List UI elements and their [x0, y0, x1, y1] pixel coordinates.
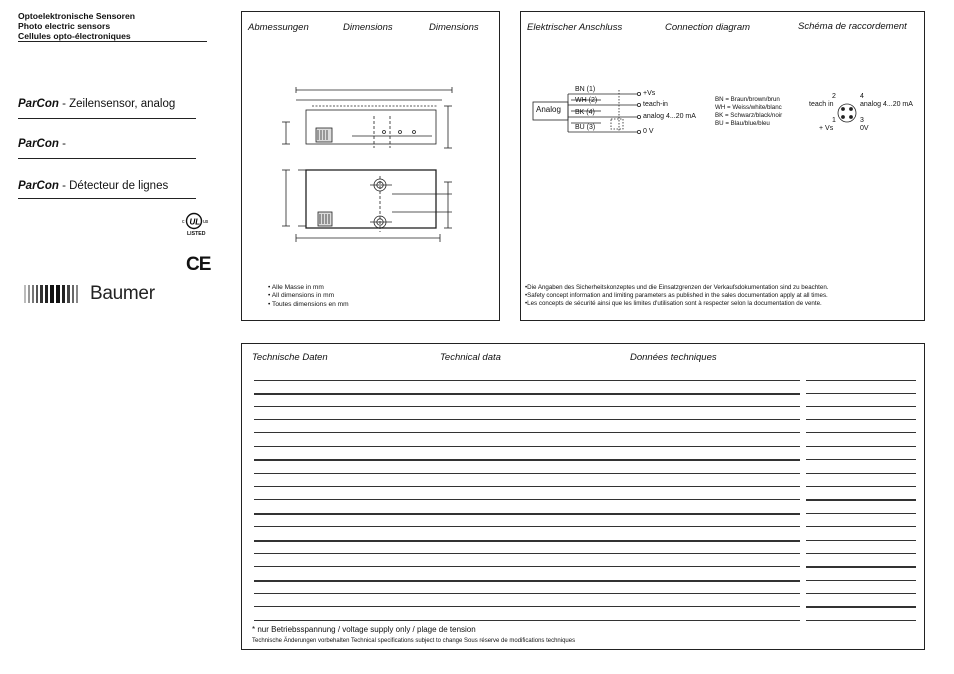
table-value-rule — [806, 499, 916, 501]
table-value-rule — [806, 393, 916, 394]
product-brand: ParCon — [18, 98, 59, 110]
color-legend — [715, 96, 782, 128]
table-value-rule — [806, 473, 916, 474]
table-value-rule — [806, 380, 916, 381]
table-value-rule — [806, 459, 916, 460]
safety-note: •Safety concept information and limiting parameters as published in the sales documentation apply at all times. — [525, 292, 828, 299]
legend-item: WH = Weiss/white/blanc — [715, 104, 782, 111]
product-rule — [18, 158, 196, 159]
header-rule — [18, 41, 207, 42]
ul-listed-text: LISTED — [187, 231, 206, 237]
changes-note: Technische Änderungen vorbehalten Technical specifications subject to change Sous réserve de modifications techniques — [252, 638, 576, 644]
ce-mark: CE — [186, 254, 211, 275]
product-suffix: - Détecteur de lignes — [58, 180, 169, 192]
table-row-rule — [254, 486, 800, 487]
table-value-rule — [806, 580, 916, 581]
table-row-rule — [254, 526, 800, 527]
header-block — [18, 11, 135, 41]
table-value-rule — [806, 540, 916, 541]
table-value-rule — [806, 432, 916, 433]
table-row-rule — [254, 553, 800, 554]
table-value-rule — [806, 486, 916, 487]
wire-code: BK (4) — [575, 109, 595, 116]
dimensions-title-de: Abmessungen — [248, 22, 309, 33]
product-rule — [18, 118, 196, 119]
header-line-en: Photo electric sensors — [18, 21, 111, 31]
connector-icon — [836, 102, 858, 124]
table-row-rule — [254, 459, 800, 461]
pin-number: 4 — [860, 93, 864, 100]
table-row-rule — [254, 446, 800, 447]
table-value-rule — [806, 566, 916, 568]
wire-code: BN (1) — [575, 86, 596, 93]
wire-signal: teach-in — [643, 101, 668, 108]
connection-title-en: Connection diagram — [665, 22, 751, 33]
technical-title-de: Technische Daten — [252, 352, 328, 363]
wire-signal: analog 4...20 mA — [643, 113, 696, 120]
technical-title-en: Technical data — [440, 352, 501, 363]
table-row-rule — [254, 580, 800, 582]
table-row-rule — [254, 513, 800, 515]
wire-signal: 0 V — [643, 128, 654, 135]
header-line-fr: Cellules opto-électroniques — [18, 31, 131, 41]
dimension-drawing — [252, 82, 482, 252]
table-value-rule — [806, 606, 916, 608]
product-rule — [18, 198, 196, 199]
device-label: Analog — [536, 105, 561, 114]
table-row-rule — [254, 419, 800, 420]
baumer-wordmark: Baumer — [90, 283, 155, 304]
pin-number: 1 — [832, 117, 836, 124]
table-row-rule — [254, 473, 800, 474]
table-row-rule — [254, 620, 800, 621]
table-row-rule — [254, 499, 800, 500]
wire-signal: +Vs — [643, 90, 656, 97]
table-row-rule — [254, 593, 800, 594]
pin-label: 0V — [860, 125, 869, 132]
product-brand: ParCon — [18, 138, 59, 150]
legend-item: BK = Schwarz/black/noir — [715, 112, 783, 119]
product-name-en — [18, 137, 66, 151]
table-row-rule — [254, 606, 800, 607]
dimensions-title-en: Dimensions — [343, 22, 393, 33]
legend-item: BN = Braun/brown/brun — [715, 96, 780, 103]
safety-notes — [525, 284, 829, 308]
table-value-rule — [806, 593, 916, 594]
baumer-logo-icon — [24, 283, 88, 305]
product-name-de — [18, 97, 175, 111]
table-value-rule — [806, 419, 916, 420]
connection-title-fr: Schéma de raccordement — [798, 21, 907, 32]
table-row-rule — [254, 432, 800, 433]
dimension-note: • All dimensions in mm — [268, 292, 335, 300]
ul-listed-logo — [180, 209, 216, 243]
footnote: * nur Betriebsspannung / voltage supply only / plage de tension — [252, 625, 476, 634]
dimensions-box — [241, 11, 500, 321]
table-row-rule — [254, 393, 800, 395]
table-row-rule — [254, 566, 800, 567]
table-value-rule — [806, 513, 916, 514]
pin-number: 2 — [832, 93, 836, 100]
table-value-rule — [806, 526, 916, 527]
pin-label: teach in — [809, 101, 834, 108]
svg-text:c: c — [182, 219, 185, 225]
technical-title-fr: Données techniques — [630, 352, 717, 363]
dimension-note: • Toutes dimensions en mm — [268, 300, 349, 308]
safety-note: •Die Angaben des Sicherheitskonzeptes und die Einsatzgrenzen der Verkaufsdokumentation sind zu beachten. — [525, 284, 829, 291]
connection-title-de: Elektrischer Anschluss — [527, 22, 623, 33]
header-line-de: Optoelektronische Sensoren — [18, 11, 136, 21]
dimensions-title-fr: Dimensions — [429, 22, 479, 33]
table-row-rule — [254, 406, 800, 407]
pin-label: analog 4...20 mA — [860, 101, 913, 108]
product-suffix: - Zeilensensor, analog — [58, 98, 176, 110]
svg-text:us: us — [203, 219, 209, 225]
dimension-notes — [268, 284, 349, 309]
table-value-rule — [806, 553, 916, 554]
product-brand: ParCon — [18, 180, 59, 192]
table-row-rule — [254, 380, 800, 381]
pin-number: 3 — [860, 117, 864, 124]
ul-logo-icon — [180, 209, 216, 243]
table-row-rule — [254, 540, 800, 542]
svg-text:UL: UL — [189, 217, 201, 227]
wiring-diagram — [531, 86, 721, 156]
wire-code: WH (2) — [575, 97, 598, 104]
safety-note: •Les concepts de sécurité ainsi que les limites d'utilisation sont à respecter selon la documentation de vente. — [525, 300, 822, 307]
product-suffix: - — [58, 138, 66, 150]
wire-code: BU (3) — [575, 124, 596, 131]
connection-box — [520, 11, 925, 321]
technical-data-box — [241, 343, 925, 650]
dimension-note: • Alle Masse in mm — [268, 284, 324, 291]
legend-item: BU = Blau/blue/bleu — [715, 120, 770, 127]
product-name-fr — [18, 179, 168, 193]
table-value-rule — [806, 620, 916, 621]
table-value-rule — [806, 446, 916, 447]
table-value-rule — [806, 406, 916, 407]
baumer-logo — [24, 283, 164, 305]
pin-label: + Vs — [819, 125, 834, 132]
